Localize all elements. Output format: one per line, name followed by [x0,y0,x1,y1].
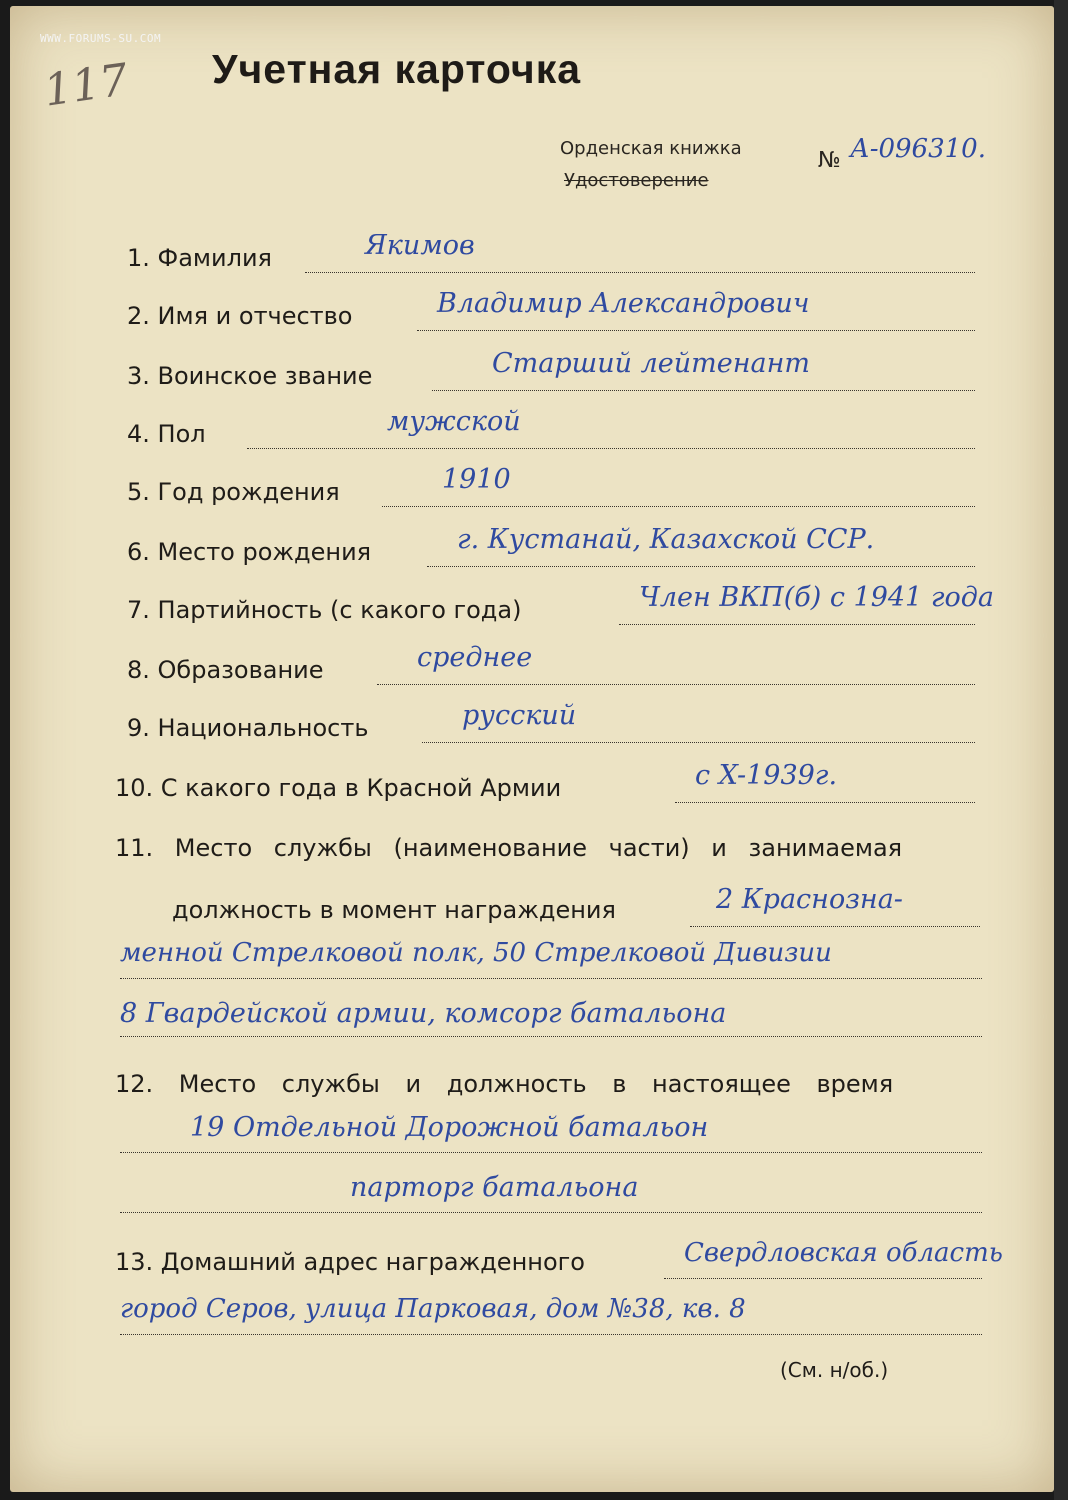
field-line-7 [619,624,975,625]
scan-edge [1054,0,1068,1500]
field-label-9: 9. Национальность [127,714,369,742]
document-type-label: Орденская книжка [560,138,742,159]
field-line-9 [422,742,975,743]
field13-label: 13. Домашний адрес награжденного [115,1248,585,1276]
number-label: № [818,148,841,173]
field11-line1 [690,926,980,927]
field12-value-line2: парторг батальона [350,1172,639,1203]
field11-label-line1: 11. Место службы (наименование части) и занимаемая [115,834,903,862]
field-value-10: с X-1939г. [695,760,838,791]
field-label-4: 4. Пол [127,420,206,448]
field-line-6 [427,566,975,567]
field-line-5 [382,506,975,507]
field13-value-line2: город Серов, улица Парковая, дом №38, кв. 8 [120,1294,746,1324]
footnote: (См. н/об.) [780,1358,889,1382]
field-label-2: 2. Имя и отчество [127,302,353,330]
field-line-2 [417,330,975,331]
field-line-10 [675,802,975,803]
page-title: Учетная карточка [212,46,582,92]
field-line-3 [432,390,975,391]
field13-line2 [120,1334,982,1335]
field-label-8: 8. Образование [127,656,324,684]
field11-value-line1: 2 Краснозна- [716,884,903,915]
field-line-1 [305,272,975,273]
document-type-struck: Удостоверение [564,170,709,191]
field-label-5: 5. Год рождения [127,478,340,506]
pencil-note: 117 [40,54,132,117]
field13-value-line1: Свердловская область [684,1238,1003,1268]
field11-value-line3: 8 Гвардейской армии, комсорг батальона [120,998,727,1029]
field13-line1 [664,1278,982,1279]
field-label-10: 10. С какого года в Красной Армии [115,774,562,802]
field11-value-line2: менной Стрелковой полк, 50 Стрелковой Дивизии [120,938,832,968]
field-value-2: Владимир Александрович [437,288,810,319]
field12-label: 12. Место службы и должность в настоящее время [115,1070,894,1098]
field-value-8: среднее [417,642,533,673]
field-label-6: 6. Место рождения [127,538,372,566]
field-value-1: Якимов [365,230,475,261]
field12-line2 [120,1212,982,1213]
field11-line2 [120,978,982,979]
field-label-3: 3. Воинское звание [127,362,373,390]
field11-line3 [120,1036,982,1037]
field-line-8 [377,684,975,685]
watermark: WWW.FORUMS-SU.COM [40,32,162,45]
field12-line1 [120,1152,982,1153]
field11-label-line2: должность в момент награждения [172,896,616,924]
field-label-7: 7. Партийность (с какого года) [127,596,522,624]
field-value-6: г. Кустанай, Казахской ССР. [457,524,875,555]
field-label-1: 1. Фамилия [127,244,272,272]
field-value-4: мужской [387,406,521,437]
field-line-4 [247,448,975,449]
field-value-7: Член ВКП(б) с 1941 года [639,582,994,613]
field-value-9: русский [462,700,577,731]
field-value-5: 1910 [442,464,511,495]
field-value-3: Старший лейтенант [492,348,810,379]
field12-value-line1: 19 Отдельной Дорожной батальон [190,1112,709,1143]
document-number: А-096310. [850,134,986,164]
